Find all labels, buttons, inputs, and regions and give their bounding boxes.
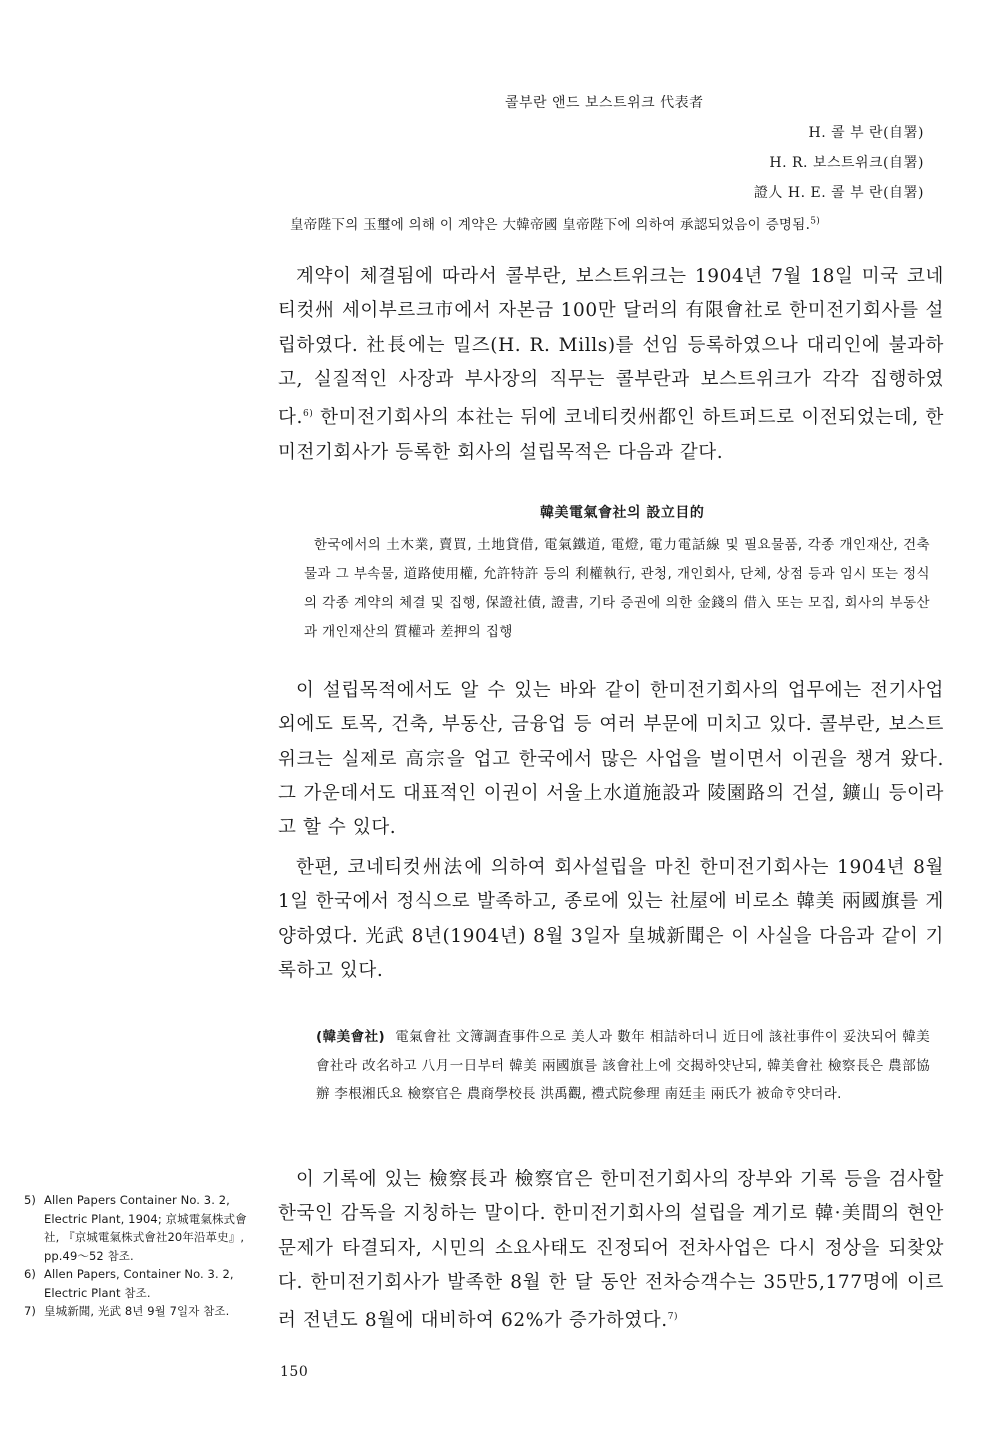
footnote-ref-6: 6) (302, 409, 314, 420)
footnote-number: 6) (24, 1267, 37, 1281)
seal-note-text: 皇帝陛下의 玉璽에 의해 이 계약은 大韓帝國 皇帝陛下에 의하여 承認되었음이 증명됨. (290, 217, 811, 233)
newspaper-quote (316, 1023, 930, 1109)
signature-line-1: H. 콜 부 란(自署) (808, 125, 924, 141)
paragraph-4 (278, 1163, 944, 1339)
footnotes (24, 1191, 262, 1321)
footnote-text: 皇城新聞, 光武 8년 9월 7일자 참조. (44, 1304, 230, 1318)
quote-text: 電氣會社 文簿調査事件으로 美人과 數年 相詰하더니 近日에 該社事件이 妥決되어 韓美會社라 改名하고 八月一日부터 韓美 兩國旗를 該會社上에 交揭하얏난되, 韓美會社 檢察長은 農部協辦 李根湘氏요 檢察官은 農商學校長 洪禹觀, 禮式院參理 南廷圭 兩氏가 被命ᄒᆞ얏더라. (316, 1029, 930, 1102)
paragraph-1 (278, 260, 944, 470)
footnote (24, 1191, 262, 1265)
footnote-number: 5) (24, 1193, 37, 1207)
footnote-text: Allen Papers Container No. 3. 2, Electric Plant, 1904; 京城電氣株式會社, 『京城電氣株式會社20年沿革史』, pp.49～52 참조. (44, 1193, 247, 1263)
footnote-number: 7) (24, 1304, 37, 1318)
paragraph-1-text: 계약이 체결됨에 따라서 콜부란, 보스트위크는 1904년 7월 18일 미국 코네티컷州 세이부르크市에서 자본금 100만 달러의 有限會社로 한미전기회사를 설립하였다. 社長에는 밀즈(H. R. Mills)를 선임 등록하였으나 대리인에 불과하고, 실질적인 사장과 부사장의 직무는 콜부란과 보스트위크가 각각 집행하였다. (278, 266, 944, 429)
purpose-body: 한국에서의 土木業, 賣買, 土地貸借, 電氣鐵道, 電燈, 電力電話線 및 필요물품, 각종 개인재산, 건축물과 그 부속물, 道路使用權, 允許特許 등의 利權執行, 관청, 개인회사, 단체, 상점 등과 임시 또는 정식의 각종 계약의 체결 및 집행, 保證社債, 證書, 기타 증권에 의한 金錢의 借入 또는 모집, 회사의 부동산과 개인재산의 質權과 差押의 집행 (304, 537, 930, 640)
paragraph-4-text: 이 기록에 있는 檢察長과 檢察官은 한미전기회사의 장부와 기록 등을 검사할 한국인 감독을 지칭하는 말이다. 한미전기회사의 설립을 계기로 韓·美間의 현안문제가 타결되자, 시민의 소요사태도 진정되어 전차사업은 다시 정상을 되찾았다. 한미전기회사가 발족한 8월 한 달 동안 전차승객수는 35만5,177명에 이르러 전년도 8월에 대비하여 62%가 증가하였다. (278, 1169, 944, 1332)
footnote-ref-7: 7) (667, 1312, 679, 1323)
footnote-text: Allen Papers, Container No. 3. 2, Electric Plant 참조. (44, 1267, 234, 1300)
purpose-title: 韓美電氣會社의 設立目的 (540, 505, 705, 521)
footnote (24, 1302, 262, 1321)
quote-lead: (韓美會社) (316, 1029, 386, 1045)
paragraph-3: 한편, 코네티컷州法에 의하여 회사설립을 마친 한미전기회사는 1904년 8월 1일 한국에서 정식으로 발족하고, 종로에 있는 社屋에 비로소 韓美 兩國旗를 게양하였다. 光武 8년(1904년) 8월 3일자 皇城新聞은 이 사실을 다음과 같이 기록하고 있다. (278, 857, 944, 981)
paragraph-1-continued: 한미전기회사의 本社는 뒤에 코네티컷州都인 하트퍼드로 이전되었는데, 한미전기회사가 등록한 회사의 설립목적은 다음과 같다. (278, 407, 944, 463)
signature-company: 콜부란 앤드 보스트위크 代表者 (505, 95, 704, 111)
signature-line-3: 證人 H. E. 콜 부 란(自署) (753, 185, 924, 201)
seal-note (290, 213, 820, 233)
footnote-ref-5: 5) (810, 216, 821, 227)
paragraph-2: 이 설립목적에서도 알 수 있는 바와 같이 한미전기회사의 업무에는 전기사업외에도 토목, 건축, 부동산, 금융업 등 여러 부문에 미치고 있다. 콜부란, 보스트위크는 실제로 高宗을 업고 한국에서 많은 사업을 벌이면서 이권을 챙겨 왔다. 그 가운데서도 대표적인 이권이 서울上水道施設과 陵園路의 건설, 鑛山 등이라고 할 수 있다. (278, 680, 944, 839)
footnote (24, 1265, 262, 1302)
page-number: 150 (280, 1364, 309, 1380)
signature-line-2: H. R. 보스트위크(自署) (769, 155, 924, 171)
